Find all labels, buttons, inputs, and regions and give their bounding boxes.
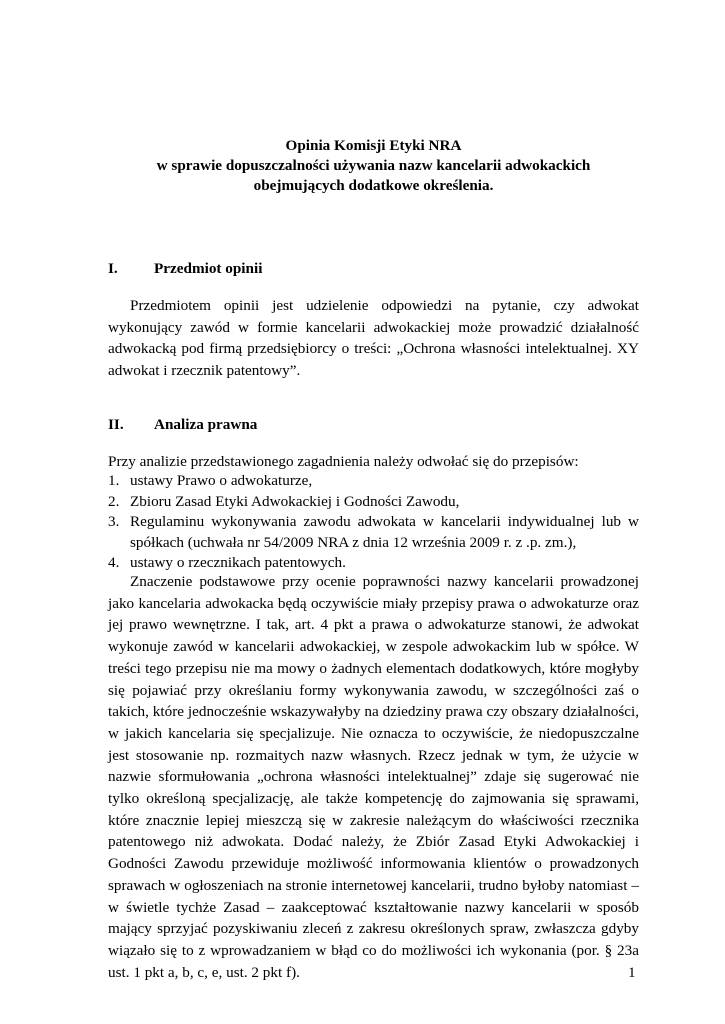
- section-1-number: I.: [108, 260, 118, 277]
- section-2-title: Analiza prawna: [154, 416, 258, 433]
- section-2-heading: [108, 415, 257, 435]
- section-1-paragraph: Przedmiotem opinii jest udzielenie odpowiedzi na pytanie, czy adwokat wykonujący zawód w formie kancelarii adwokackiej może prowadzić działalność adwokacką pod firmą przedsiębiorcy o treści: „Ochrona własności intelektualnej. XY adwokat i rzecznik patentowy”.: [108, 297, 639, 380]
- section-1-title: Przedmiot opinii: [154, 260, 263, 277]
- list-item: 3. Regulaminu wykonywania zawodu adwokata w kancelarii indywidualnej lub w spółkach (uchwała nr 54/2009 NRA z dnia 12 września 2009 r. z .p. zm.),: [108, 513, 639, 551]
- document-title: [108, 136, 639, 196]
- list-item: 4. ustawy o rzecznikach patentowych.: [108, 554, 346, 571]
- legal-sources-list: [108, 471, 639, 574]
- section-2-number: II.: [108, 416, 124, 433]
- section-1-heading: [108, 259, 262, 279]
- title-line-2: w sprawie dopuszczalności używania nazw kancelarii adwokackich: [156, 157, 591, 174]
- page-number: 1: [628, 964, 636, 981]
- title-line-1: Opinia Komisji Etyki NRA: [285, 137, 462, 154]
- title-line-3: obejmujących dodatkowe określenia.: [253, 177, 494, 194]
- section-2-body: Znaczenie podstawowe przy ocenie poprawności nazwy kancelarii prowadzonej jako kancelaria adwokacka będą oczywiście miały przepisy prawa o adwokaturze oraz jej prawo wewnętrzne. I tak, art. 4 pkt a prawa o adwokaturze stanowi, że adwokat wykonuje zawód w kancelarii adwokackiej, w zespole adwokackim lub w spółce. W treści tego przepisu nie ma mowy o żadnych elementach dodatkowych, które mogłyby się pojawiać przy określaniu formy wykonywania zawodu, w szczególności zaś o takich, które jednocześnie wskazywałyby na dziedziny prawa czy obszary działalności, w jakich kancelaria się specjalizuje. Nie oznacza to oczywiście, że niedopuszczalne jest stosowanie np. rozmaitych nazw własnych. Rzecz jednak w tym, że użycie w nazwie sformułowania „ochrona własności intelektualnej” zdaje się sugerować nie tylko określoną specjalizację, ale także kompetencję do zajmowania się sprawami, które znacznie lepiej mieszczą się w zakresie należącym do właściwości rzecznika patentowego niż adwokata. Dodać należy, że Zbiór Zasad Etyki Adwokackiej i Godności Zawodu przewiduje możliwość informowania klientów o prowadzonych sprawach w ogłoszeniach na stronie internetowej kancelarii, trudno byłoby natomiast – w świetle tychże Zasad – zaakceptować kształtowanie nazwy kancelarii w sposób mający sprzyjać pozyskiwaniu zleceń z zakresu określonych spraw, zwłaszcza gdyby wiązało się to z wprowadzaniem w błąd co do możliwości ich wykonania (por. § 23a ust. 1 pkt a, b, c, e, ust. 2 pkt f).: [108, 573, 639, 981]
- section-2-intro: Przy analizie przedstawionego zagadnienia należy odwołać się do przepisów:: [108, 453, 579, 470]
- list-item: 1. ustawy Prawo o adwokaturze,: [108, 472, 313, 489]
- list-item: 2. Zbioru Zasad Etyki Adwokackiej i Godności Zawodu,: [108, 492, 460, 510]
